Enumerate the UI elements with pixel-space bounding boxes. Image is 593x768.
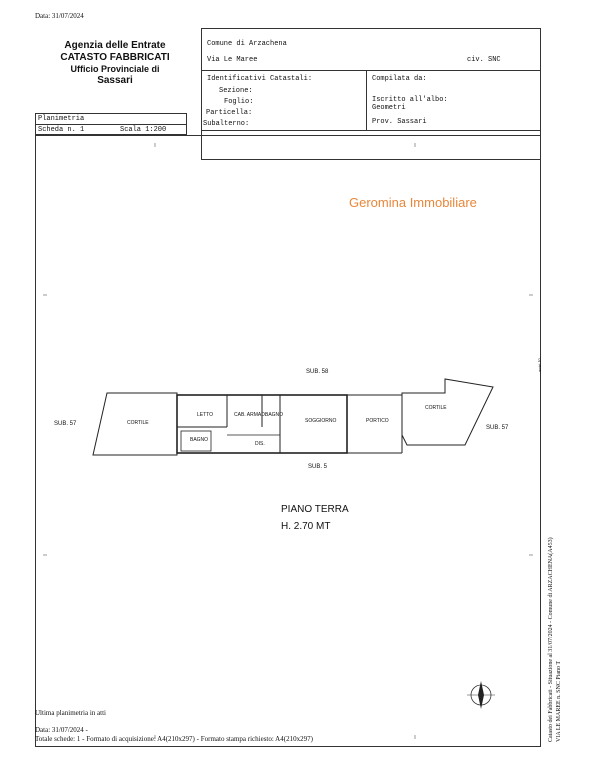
compilata-label: Compilata da: bbox=[372, 75, 427, 83]
particella-label: Particella: bbox=[206, 109, 253, 117]
print-date: Data: 31/07/2024 bbox=[35, 12, 84, 20]
footer-date: Data: 31/07/2024 - bbox=[35, 726, 88, 734]
footer-info: Totale schede: 1 - Formato di acquisizione: A4(210x297) - Formato stampa richiesto: A4(210x297) bbox=[35, 735, 313, 743]
bagno-label-2: BAGNO bbox=[190, 437, 209, 443]
cortile-left-label: CORTILE bbox=[127, 420, 149, 426]
divider bbox=[201, 70, 541, 71]
ident-title: Identificativi Catastali: bbox=[207, 75, 313, 83]
divider bbox=[35, 124, 187, 125]
planimetria-label: Planimetria bbox=[38, 115, 85, 123]
north-arrow bbox=[467, 681, 495, 709]
agency-block bbox=[35, 40, 195, 86]
scale-mark-text: metri 10 bbox=[537, 358, 542, 372]
soggiorno-label: SOGGIORNO bbox=[305, 418, 337, 424]
height-label: H. 2.70 MT bbox=[281, 521, 331, 532]
sub57-left-label: SUB. 57 bbox=[54, 421, 77, 427]
cortile-right-label: CORTILE bbox=[425, 405, 447, 411]
floor-plan-svg bbox=[35, 135, 541, 747]
ufficio-city: Sassari bbox=[97, 75, 133, 86]
comune-text: Comune di Arzachena bbox=[207, 40, 287, 48]
cortile-right-outline bbox=[402, 379, 493, 445]
divider bbox=[366, 70, 367, 130]
sub58-label: SUB. 58 bbox=[306, 369, 329, 375]
sub5-label: SUB. 5 bbox=[308, 464, 328, 470]
divider bbox=[201, 130, 541, 131]
bagno-label-1: BAGNO bbox=[265, 412, 284, 418]
scheda-label: Scheda n. 1 bbox=[38, 126, 85, 134]
sub57-right-label: SUB. 57 bbox=[486, 425, 509, 431]
subalterno-label: Subalterno: bbox=[203, 120, 250, 128]
ufficio-label: Ufficio Provinciale di bbox=[70, 64, 160, 74]
scala-label: Scala 1:200 bbox=[120, 126, 167, 134]
side-address-text: VIA LE MAREE n. SNC Piano T bbox=[556, 660, 562, 742]
floor-label: PIANO TERRA bbox=[281, 504, 349, 515]
sezione-label: Sezione: bbox=[219, 87, 253, 95]
catasto-title: CATASTO FABBRICATI bbox=[60, 52, 170, 63]
watermark-text: Geromina Immobiliare bbox=[349, 195, 477, 210]
cab-armad-label: CAB. ARMAD. bbox=[234, 412, 267, 418]
via-text: Via Le Maree bbox=[207, 56, 258, 64]
foglio-label: Foglio: bbox=[224, 98, 254, 106]
frame-ticks bbox=[43, 143, 533, 739]
footer-last-plan: Ultima planimetria in atti bbox=[35, 709, 106, 717]
dis-label: DIS. bbox=[255, 441, 265, 447]
agency-name: Agenzia delle Entrate bbox=[64, 40, 166, 51]
geometri-text: Geometri bbox=[372, 104, 406, 112]
letto-label: LETTO bbox=[197, 412, 214, 418]
prov-text: Prov. Sassari bbox=[372, 118, 427, 126]
side-situation-text: Catasto dei Fabbricati - Situazione al 31/07/2024 - Comune di ARZACHENA(A453) bbox=[548, 537, 554, 742]
portico-label: PORTICO bbox=[366, 418, 389, 424]
iscritto-label: Iscritto all'albo: bbox=[372, 96, 448, 104]
civ-text: civ. SNC bbox=[467, 56, 501, 64]
